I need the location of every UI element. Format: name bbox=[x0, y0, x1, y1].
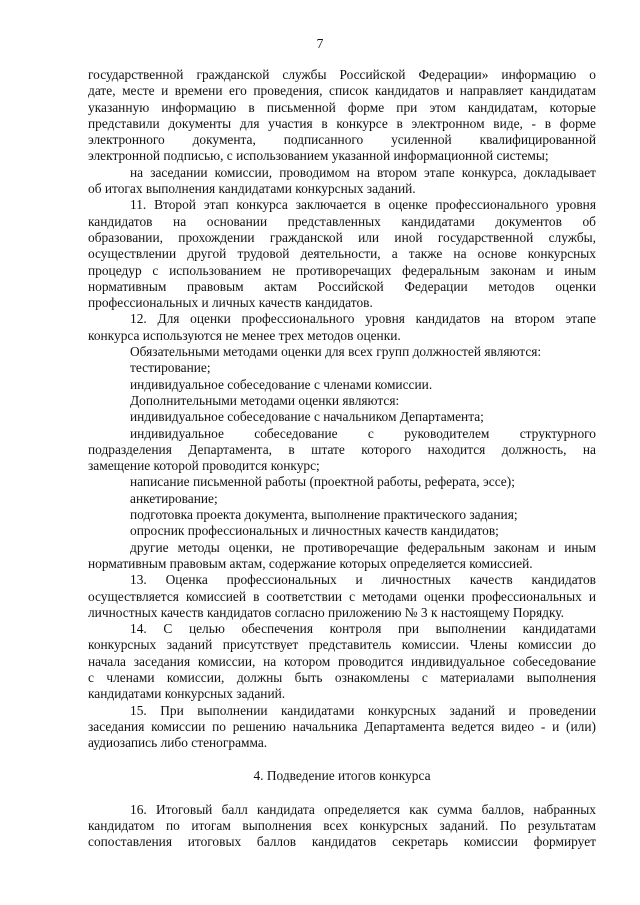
document-text-part-2 bbox=[88, 802, 596, 851]
text-line: подразделения Департамента, в штате которого находится должность, на bbox=[88, 441, 596, 457]
text-line: профессиональных и личных качеств кандидатов. bbox=[88, 295, 373, 311]
text-line: Дополнительными методами оценки являются: bbox=[130, 392, 400, 408]
text-line: начала заседания комиссии, на котором проводится индивидуальное собеседование bbox=[88, 653, 596, 669]
text-line: кандидатов на основании представленных кандидатами документов об bbox=[88, 213, 596, 229]
text-line: нормативным правовым актам, содержание которых определяется комиссией. bbox=[88, 555, 533, 571]
text-line: аудиозапись либо стенограмма. bbox=[88, 735, 268, 751]
text-line: осуществляется комиссией в соответствии с методами оценки профессиональных и bbox=[88, 588, 596, 604]
text-line: 13. Оценка профессиональных и личностных качеств кандидатов bbox=[130, 572, 596, 588]
text-line: тестирование; bbox=[130, 360, 211, 376]
page-number: 7 bbox=[316, 36, 324, 51]
text-line: подготовка проекта документа, выполнение практического задания; bbox=[130, 507, 518, 523]
section-heading: 4. Подведение итогов конкурса bbox=[253, 768, 431, 784]
spacer bbox=[88, 785, 596, 802]
text-line: другие методы оценки, не противоречащие федеральным законам и иным bbox=[130, 539, 596, 555]
text-line: 11. Второй этап конкурса заключается в оценке профессионального уровня bbox=[130, 197, 596, 213]
text-line: сопоставления итоговых баллов кандидатов секретарь комиссии формирует bbox=[88, 834, 596, 850]
text-line: конкурса используются не менее трех методов оценки. bbox=[88, 327, 401, 343]
text-line: индивидуальное собеседование с членами комиссии. bbox=[130, 376, 433, 392]
text-line: кандидатом по итогам выполнения всех конкурсных заданий. По результатам bbox=[88, 818, 596, 834]
text-line: написание письменной работы (проектной работы, реферата, эссе); bbox=[130, 474, 515, 490]
text-line: на заседании комиссии, проводимом на втором этапе конкурса, докладывает bbox=[130, 164, 596, 180]
text-line: представили документы для участия в конкурсе в электронном виде, - в форме bbox=[88, 115, 596, 131]
text-line: электронного документа, подписанного усиленной квалифицированной bbox=[88, 132, 596, 148]
text-line: указанную информацию в письменной форме при этом кандидатам, которые bbox=[88, 99, 596, 115]
document-text-part-1 bbox=[88, 67, 596, 751]
text-line: дате, месте и времени его проведения, список кандидатов и направляет кандидатам bbox=[88, 83, 596, 99]
text-line: 12. Для оценки профессионального уровня кандидатов на втором этапе bbox=[130, 311, 596, 327]
text-line: образовании, прохождении гражданской или иной государственной службы, bbox=[88, 229, 596, 245]
text-line: анкетирование; bbox=[130, 490, 218, 506]
document-body bbox=[88, 67, 596, 851]
text-line: осуществлении другой трудовой деятельности, а также на основе конкурсных bbox=[88, 246, 596, 262]
text-line: 14. С целью обеспечения контроля при выполнении кандидатами bbox=[130, 621, 596, 637]
text-line: опросник профессиональных и личностных качеств кандидатов; bbox=[130, 523, 499, 539]
text-line: замещение которой проводится конкурс; bbox=[88, 458, 320, 474]
text-line: конкурсных заданий присутствует представитель комиссии. Члены комиссии до bbox=[88, 637, 596, 653]
text-line: 16. Итоговый балл кандидата определяется как сумма баллов, набранных bbox=[130, 801, 596, 817]
text-line: с членами комиссии, должны быть ознакомлены с материалами выполнения bbox=[88, 669, 596, 685]
text-line: нормативным правовым актам Российской Федерации методов оценки bbox=[88, 278, 596, 294]
spacer bbox=[88, 751, 596, 768]
text-line: 15. При выполнении кандидатами конкурсных заданий и проведении bbox=[130, 702, 596, 718]
text-line: электронной подписью, с использованием указанной информационной системы; bbox=[88, 148, 549, 164]
text-line: процедур с использованием не противоречащих федеральным законам и иным bbox=[88, 262, 596, 278]
text-line: об итогах выполнения кандидатами конкурсных заданий. bbox=[88, 181, 416, 197]
text-line: индивидуальное собеседование с начальником Департамента; bbox=[130, 409, 484, 425]
text-line: государственной гражданской службы Российской Федерации» информацию о bbox=[88, 67, 596, 82]
text-line: личностных качеств кандидатов согласно приложению № 3 к настоящему Порядку. bbox=[88, 604, 564, 620]
text-line: индивидуальное собеседование с руководителем структурного bbox=[130, 425, 596, 441]
text-line: заседания комиссии по решению начальника Департамента ведется видео - и (или) bbox=[88, 718, 596, 734]
text-line: кандидатами конкурсных заданий. bbox=[88, 686, 286, 702]
text-line: Обязательными методами оценки для всех групп должностей являются: bbox=[130, 344, 542, 360]
